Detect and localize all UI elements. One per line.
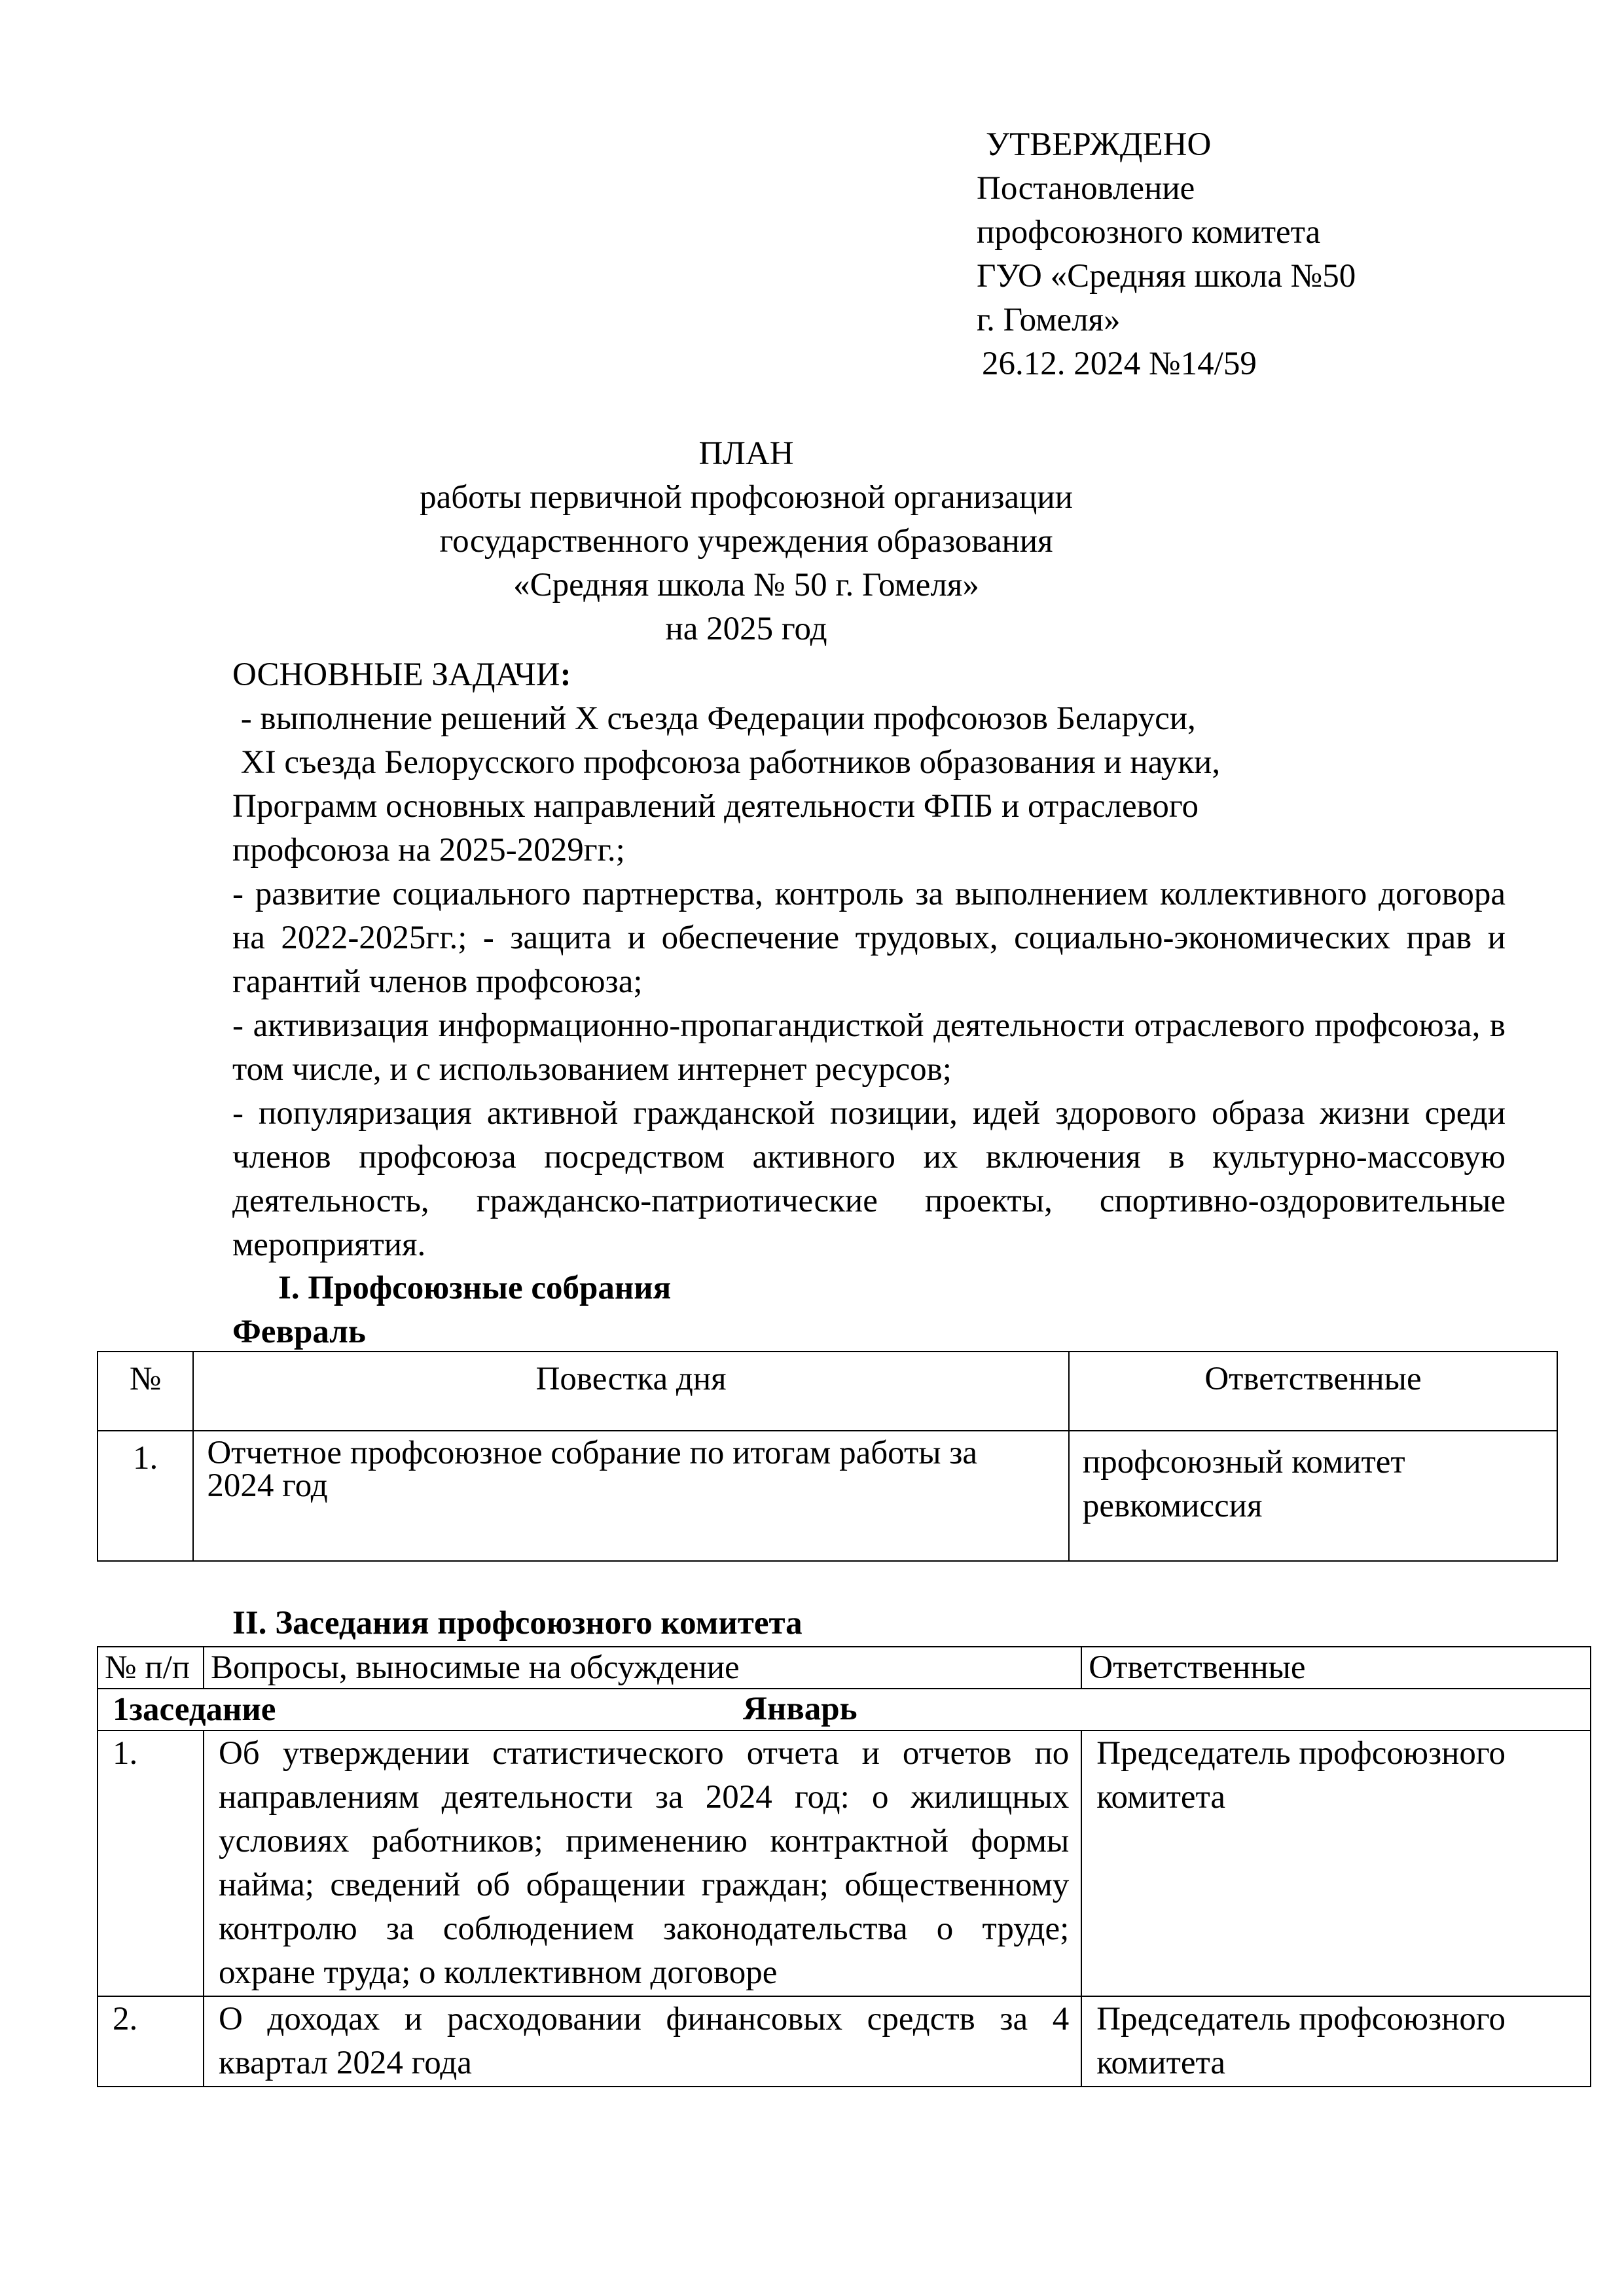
approval-line: профсоюзного комитета xyxy=(977,214,1321,251)
month-label: Февраль xyxy=(232,1314,366,1350)
responsible-cell: Председатель профсоюзного комитета xyxy=(1081,1731,1591,1996)
session-cell xyxy=(98,1689,1591,1731)
section-title: II. Заседания профсоюзного комитета xyxy=(232,1605,803,1641)
column-header: Ответственные xyxy=(1081,1647,1591,1689)
task-item: - выполнение решений X съезда Федерации профсоюзов Беларуси, xyxy=(232,700,1196,737)
approval-line: УТВЕРЖДЕНО xyxy=(986,126,1212,163)
responsible-cell xyxy=(1069,1431,1557,1561)
column-header: № п/п xyxy=(98,1647,204,1689)
session-month: Январь xyxy=(743,1691,857,1727)
document-title xyxy=(92,432,1401,651)
table-row xyxy=(98,1996,1591,2087)
approval-line: ГУО «Средняя школа №50 xyxy=(977,258,1356,295)
row-number: 2. xyxy=(98,1996,204,2087)
approval-line: г. Гомеля» xyxy=(977,302,1121,338)
table-row xyxy=(98,1731,1591,1996)
section-title: I. Профсоюзные собрания xyxy=(278,1270,672,1306)
table-row xyxy=(98,1431,1557,1561)
title-line: «Средняя школа № 50 г. Гомеля» xyxy=(513,567,979,603)
title-line: государственного учреждения образования xyxy=(439,523,1053,560)
session-row xyxy=(98,1689,1591,1731)
row-number: 1. xyxy=(98,1731,204,1996)
responsible-line: ревкомиссия xyxy=(1082,1488,1263,1524)
table-header-row xyxy=(98,1647,1591,1689)
approval-line: Постановление xyxy=(977,170,1195,207)
responsible-line: профсоюзный комитет xyxy=(1082,1444,1405,1480)
agenda-cell: Отчетное профсоюзное собрание по итогам работы за 2024 год xyxy=(193,1431,1069,1561)
main-tasks xyxy=(232,653,1506,1267)
column-header: Вопросы, выносимые на обсуждение xyxy=(204,1647,1081,1689)
row-number: 1. xyxy=(98,1431,193,1561)
column-header: Повестка дня xyxy=(193,1352,1069,1431)
meetings-table xyxy=(97,1351,1558,1562)
responsible-cell: Председатель профсоюзного комитета xyxy=(1081,1996,1591,2087)
title-line: на 2025 год xyxy=(665,611,827,647)
task-item: XI съезда Белорусского профсоюза работников образования и науки, xyxy=(232,744,1221,781)
task-item: - активизация информационно-пропагандисткой деятельности отраслевого профсоюза, в том числе, и с использованием интернет ресурсов; xyxy=(232,1007,1506,1088)
column-header: № xyxy=(98,1352,193,1431)
tasks-heading: ОСНОВНЫЕ ЗАДАЧИ: xyxy=(232,656,571,693)
approval-date: 26.12. 2024 №14/59 xyxy=(982,346,1257,382)
session-label: 1заседание xyxy=(113,1691,276,1728)
committee-table xyxy=(97,1646,1591,2087)
approval-stamp xyxy=(977,123,1566,386)
task-item: - развитие социального партнерства, контроль за выполнением коллективного договора на 2022-2025гг.; - защита и обеспечение трудовых, социально-экономических прав и гарантий членов профсоюза; xyxy=(232,876,1506,1000)
table-header-row xyxy=(98,1352,1557,1431)
question-cell: Об утверждении статистического отчета и отчетов по направлениям деятельности за 2024 год: о жилищных условиях работников; применению контрактной формы найма; сведений об обращении граждан; общественному контролю за соблюдением законодательства о труде; охране труда; о коллективном договоре xyxy=(204,1731,1081,1996)
task-item: Программ основных направлений деятельности ФПБ и отраслевого профсоюза на 2025-2029гг.; xyxy=(232,788,1199,869)
question-cell: О доходах и расходовании финансовых средств за 4 квартал 2024 года xyxy=(204,1996,1081,2087)
title-line: работы первичной профсоюзной организации xyxy=(420,479,1073,516)
task-item: - популяризация активной гражданской позиции, идей здорового образа жизни среди членов профсоюза посредством активного их включения в культурно-массовую деятельность, гражданско-патриотические проекты, спортивно-оздоровительные мероприятия. xyxy=(232,1095,1506,1263)
title-line: ПЛАН xyxy=(698,435,794,472)
column-header: Ответственные xyxy=(1069,1352,1557,1431)
